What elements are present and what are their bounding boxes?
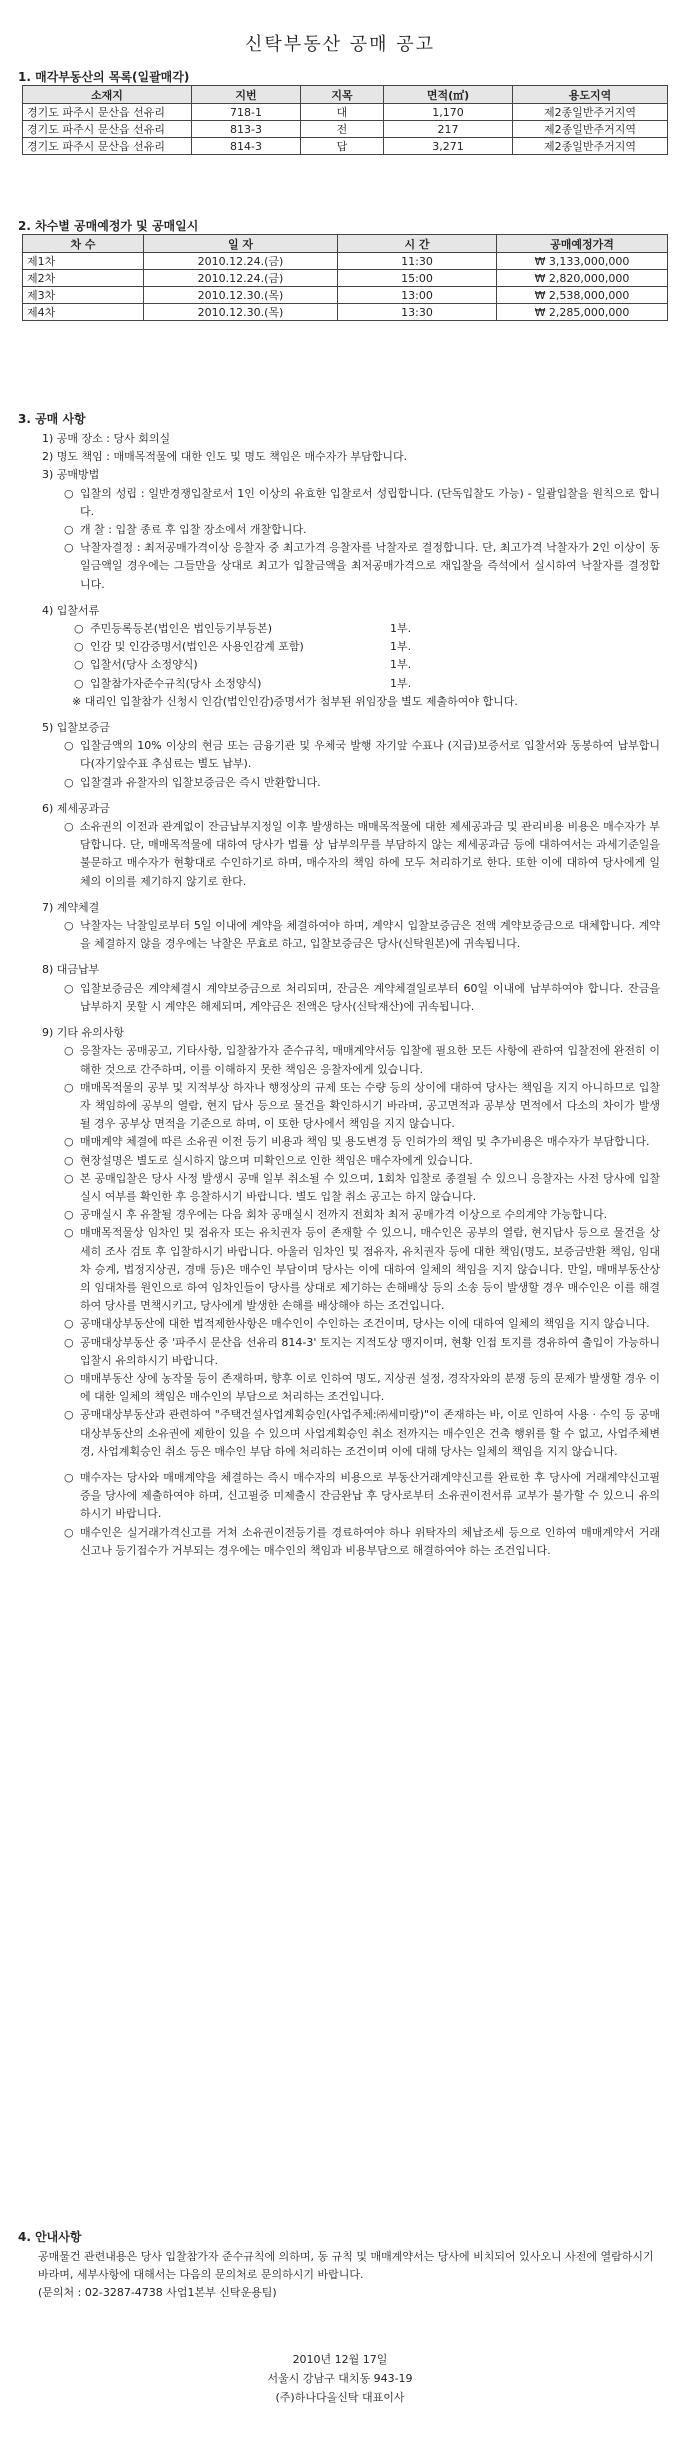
company-address: 서울시 강남구 대치동 943-19	[267, 2372, 413, 2385]
area-cell: 3,271	[384, 138, 513, 155]
list-item	[74, 675, 660, 693]
col-time: 시 간	[338, 235, 497, 253]
col-price: 공매예정가격	[497, 235, 668, 253]
time-cell: 15:00	[338, 270, 497, 287]
time-cell: 13:30	[338, 304, 497, 321]
doc-name: ○ 입찰참가자준수규칙(당사 소정양식)	[90, 676, 262, 690]
price-cell: ₩ 2,820,000,000	[497, 270, 668, 287]
list-item: ○ 현장설명은 별도로 실시하지 않으며 미확인으로 인한 책임은 매수자에게 있습니다.	[64, 1152, 660, 1170]
landtype-cell: 전	[301, 121, 384, 138]
section1-heading: 1. 매각부동산의 목록(일괄매각)	[18, 70, 190, 84]
col-area: 면적(㎡)	[384, 86, 513, 104]
col-zone: 용도지역	[513, 86, 668, 104]
notice-page	[12, 0, 668, 2299]
page-title: 신탁부동산 공매 공고	[245, 34, 435, 55]
section3-heading: 3. 공매 사항	[18, 412, 86, 426]
list-item: ○ 매수자는 당사와 매매계약을 체결하는 즉시 매수자의 비용으로 부동산거래계약신고를 완료한 후 당사에 거래계약신고필증을 당사에 제출하여야 하며, 신고필증 미제출시 잔금완납 후 당사로부터 소유권이전서류 교부가 불가할 수 있으니 유의하시기 바랍니다.	[64, 1469, 660, 1524]
list-item: ○ 공매대상부동산에 대한 법적제한사항은 매수인이 수인하는 조건이며, 당사는 이에 대하여 일체의 책임을 지지 않습니다.	[64, 1315, 660, 1333]
guide-text: 공매물건 관련내용은 당사 입찰참가자 준수규칙에 의하며, 동 규칙 및 매매계약서는 당사에 비치되어 있사오니 사전에 열람하시기 바라며, 세부사항에 대해서는 다음의 문의처로 문의하시기 바랍니다.	[38, 2250, 654, 2281]
lot-cell: 813-3	[192, 121, 301, 138]
property-table	[22, 85, 668, 155]
price-cell: ₩ 2,285,000,000	[497, 304, 668, 321]
price-cell: ₩ 2,538,000,000	[497, 287, 668, 304]
date-cell: 2010.12.30.(목)	[144, 287, 338, 304]
deposit-rule: ○ 입찰금액의 10% 이상의 현금 또는 금융기관 및 우체국 발행 자기앞 수표나 (지급)보증서로 입찰서와 동봉하여 납부합니다(자기앞수표 추심료는 별도 납부).	[64, 737, 660, 773]
taxes-rule: ○ 소유권의 이전과 관계없이 잔금납부지정일 이후 발생하는 매매목적물에 대한 제세공과금 및 관리비용 비용은 매수자가 부담합니다. 단, 매매목적물에 대하여 당사가 법률 상 납부의무를 부담하지 않는 제세공과금 등에 대하여서는 과세기준일을 불문하고 매수자가 현황대로 수인하기로 하며, 매수자의 책임 하에 모두 처리하기로 한다. 또한 이에 대하여 당사에게 일체의 이의를 제기하지 않기로 한다.	[64, 818, 660, 891]
schedule-table-header-row	[23, 235, 668, 253]
lot-cell: 814-3	[192, 138, 301, 155]
round-cell: 제4차	[23, 304, 144, 321]
lot-cell: 718-1	[192, 104, 301, 121]
list-item: ○ 공매대상부동산과 관련하여 "주택건설사업계획승인(사업주체:㈜세미랑)"이 존재하는 바, 이로 인하여 사용 · 수익 등 공매대상부동산의 소유권에 제한이 있을 수 있으며 사업계획승인 취소 전까지는 매수인은 건축 행위를 할 수 없고, 사업주체변경, 사업계획승인 취소 등은 매수인 부담 하에 처리하는 조건이며 이에 대해 당사는 일체의 책임을 지지 않습니다.	[64, 1406, 660, 1461]
col-landtype: 지목	[301, 86, 384, 104]
list-item: ○ 매매목적물의 공부 및 지적부상 하자나 행정상의 규제 또는 수량 등의 상이에 대하여 당사는 책임을 지지 아니하므로 입찰자 책임하에 공부의 열람, 현지 답사 등으로 물건을 확인하시기 바라며, 공고면적과 공부상 면적에서 다소의 차이가 발생될 경우 공부상 면적을 기준으로 하며, 이 또한 당사에서 책임을 지지 않습니다.	[64, 1079, 660, 1134]
bid-opening: ○ 개 찰 : 입찰 종료 후 입찰 장소에서 개찰합니다.	[64, 521, 660, 539]
contract-heading: 7) 계약체결	[42, 900, 100, 914]
zone-cell: 제2종일반주거지역	[513, 104, 668, 121]
payment-heading: 8) 대금납부	[42, 963, 100, 977]
table-row	[23, 270, 668, 287]
notes-heading: 9) 기타 유의사항	[42, 1026, 125, 1040]
doc-count: 1부.	[390, 622, 412, 636]
price-cell: ₩ 3,133,000,000	[497, 253, 668, 270]
schedule-table	[22, 234, 668, 321]
auction-method-heading: 3) 공매방법	[42, 468, 100, 482]
doc-count: 1부.	[390, 658, 412, 672]
payment-rule: ○ 입찰보증금은 계약체결시 계약보증금으로 처리되며, 잔금은 계약체결일로부터 60일 이내에 납부하여야 합니다. 잔금을 납부하지 못할 시 계약은 해제되며, 계약금은 전액은 당사(신탁재산)에 귀속됩니다.	[64, 980, 660, 1016]
time-cell: 11:30	[338, 253, 497, 270]
bid-documents-list	[20, 620, 660, 693]
list-item: ○ 응찰자는 공매공고, 기타사항, 입찰참가자 준수규칙, 매매계약서등 입찰에 필요한 모든 사항에 관하여 입찰전에 완전히 이해한 것으로 간주하며, 이를 이해하지 못한 책임은 응찰자에게 있습니다.	[64, 1042, 660, 1078]
list-item: ○ 매매목적물상 임차인 및 점유자 또는 유치권자 등이 존재할 수 있으니, 매수인은 공부의 열람, 현지답사 등으로 물건을 상세히 조사 검토 후 입찰하시기 바랍니다. 아울러 임차인 및 점유자, 유치권자 등에 대한 책임(명도, 보증금반환 책임, 임대차 승계, 법정지상권, 경매 등)은 매수인 부담이며 당사는 이에 대하여 일체의 책임을 지지 않습니다. 만일, 매매부동산상의 임대차를 원인으로 하여 임차인들이 당사를 상대로 제기하는 손해배상 등의 소송 등이 발생할 경우 매수인은 이를 해결하여 당사를 면책시키고, 당사에게 발생한 손해를 배상해야 하는 조건입니다.	[64, 1224, 660, 1315]
list-item: ○ 본 공매입찰은 당사 사정 발생시 공매 일부 취소될 수 있으며, 1회차 입찰로 종결될 수 있으니 응찰자는 사전 당사에 입찰 실시 여부를 확인한 후 응찰하시기 바랍니다. 별도 입찰 취소 공고는 하지 않습니다.	[64, 1170, 660, 1206]
table-row	[23, 121, 668, 138]
deposit-refund: ○ 입찰결과 유찰자의 입찰보증금은 즉시 반환합니다.	[64, 774, 660, 792]
section4-heading: 4. 안내사항	[18, 2230, 82, 2244]
doc-count: 1부.	[390, 676, 412, 690]
round-cell: 제1차	[23, 253, 144, 270]
date-cell: 2010.12.30.(목)	[144, 304, 338, 321]
zone-cell: 제2종일반주거지역	[513, 121, 668, 138]
doc-name: ○ 인감 및 인감증명서(법인은 사용인감계 포함)	[90, 640, 304, 654]
list-item: ○ 공매실시 후 유찰될 경우에는 다음 회차 공매실시 전까지 전회차 최저 공매가격 이상으로 수의계약 가능합니다.	[64, 1206, 660, 1224]
zone-cell: 제2종일반주거지역	[513, 138, 668, 155]
landtype-cell: 대	[301, 104, 384, 121]
bid-documents-heading: 4) 입찰서류	[42, 603, 100, 617]
list-item	[74, 656, 660, 674]
section4-body	[20, 2248, 660, 2302]
table-row	[23, 138, 668, 155]
contact-info: (문의처 : 02-3287-4738 사업1본부 신탁운용팀)	[38, 2286, 277, 2299]
col-location: 소재지	[23, 86, 192, 104]
contract-rule: ○ 낙찰자는 낙찰일로부터 5일 이내에 계약을 체결하여야 하며, 계약시 입찰보증금은 전액 계약보증금으로 대체합니다. 계약을 체결하지 않을 경우에는 낙찰은 무효로 하고, 입찰보증금은 당사(신탁원본)에 귀속됩니다.	[64, 917, 660, 953]
eviction-responsibility: 2) 명도 책임 : 매매목적물에 대한 인도 및 명도 책임은 매수자가 부담합니다.	[42, 450, 408, 464]
col-lot: 지번	[192, 86, 301, 104]
round-cell: 제2차	[23, 270, 144, 287]
area-cell: 217	[384, 121, 513, 138]
location-cell: 경기도 파주시 문산읍 선유리	[23, 138, 192, 155]
section3-body	[20, 430, 660, 1560]
deposit-heading: 5) 입찰보증금	[42, 721, 110, 735]
doc-count: 1부.	[390, 640, 412, 654]
section2-heading: 2. 차수별 공매예정가 및 공매일시	[18, 219, 199, 233]
table-row	[23, 253, 668, 270]
table-row	[23, 104, 668, 121]
doc-name: ○ 주민등록등본(법인은 법인등기부등본)	[90, 622, 273, 636]
notice-date: 2010년 12월 17일	[292, 2353, 388, 2366]
landtype-cell: 답	[301, 138, 384, 155]
list-item: ○ 매매계약 체결에 따른 소유권 이전 등기 비용과 책임 및 용도변경 등 인허가의 책임 및 추가비용은 매수자가 부담합니다.	[64, 1133, 660, 1151]
doc-name: ○ 입찰서(당사 소정양식)	[90, 658, 198, 672]
list-item	[74, 620, 660, 638]
col-date: 일 자	[144, 235, 338, 253]
taxes-heading: 6) 제세공과금	[42, 801, 110, 815]
table-row	[23, 304, 668, 321]
location-cell: 경기도 파주시 문산읍 선유리	[23, 121, 192, 138]
auction-place: 1) 공매 장소 : 당사 회의실	[42, 432, 171, 445]
round-cell: 제3차	[23, 287, 144, 304]
list-item: ○ 매수인은 실거래가격신고를 거쳐 소유권이전등기를 경료하여야 하나 위탁자의 체납조세 등으로 인하여 매매계약서 거래신고나 등기접수가 거부되는 경우에는 매수인의 책임과 비용부담으로 해결하여야 하는 조건입니다.	[64, 1524, 660, 1560]
col-round: 차 수	[23, 235, 144, 253]
signature-block	[0, 2350, 680, 2407]
time-cell: 13:00	[338, 287, 497, 304]
bid-establishment: ○ 입찰의 성립 : 일반경쟁입찰로서 1인 이상의 유효한 입찰로서 성립합니다. (단독입찰도 가능) - 일괄입찰을 원칙으로 합니다.	[64, 485, 660, 521]
company-name: (주)하나다올신탁 대표이사	[275, 2391, 405, 2404]
area-cell: 1,170	[384, 104, 513, 121]
location-cell: 경기도 파주시 문산읍 선유리	[23, 104, 192, 121]
list-item	[74, 638, 660, 656]
property-table-header-row	[23, 86, 668, 104]
date-cell: 2010.12.24.(금)	[144, 270, 338, 287]
date-cell: 2010.12.24.(금)	[144, 253, 338, 270]
winner-decision: ○ 낙찰자결정 : 최저공매가격이상 응찰자 중 최고가격 응찰자를 낙찰자로 결정합니다. 단, 최고가격 낙찰자가 2인 이상이 동일금액일 경우에는 그들만을 상대로 최고가 입찰금액을 최저공매가격으로 재입찰을 즉석에서 실시하여 낙찰자를 결정합니다.	[64, 539, 660, 594]
proxy-note: ※ 대리인 입찰참가 신청시 인감(법인인감)증명서가 첨부된 위임장을 별도 제출하여야 합니다.	[72, 694, 518, 708]
list-item: ○ 공매대상부동산 중 '파주시 문산읍 선유리 814-3' 토지는 지적도상 맹지이며, 현황 인접 토지를 경유하여 출입이 가능하니 입찰시 유의하시기 바랍니다.	[64, 1334, 660, 1370]
list-item: ○ 매매부동산 상에 농작물 등이 존재하며, 향후 이로 인하여 명도, 지상권 설정, 경작자와의 분쟁 등의 문제가 발생할 경우 이에 대한 일체의 책임은 매수인의 부담으로 처리하는 조건입니다.	[64, 1370, 660, 1406]
table-row	[23, 287, 668, 304]
